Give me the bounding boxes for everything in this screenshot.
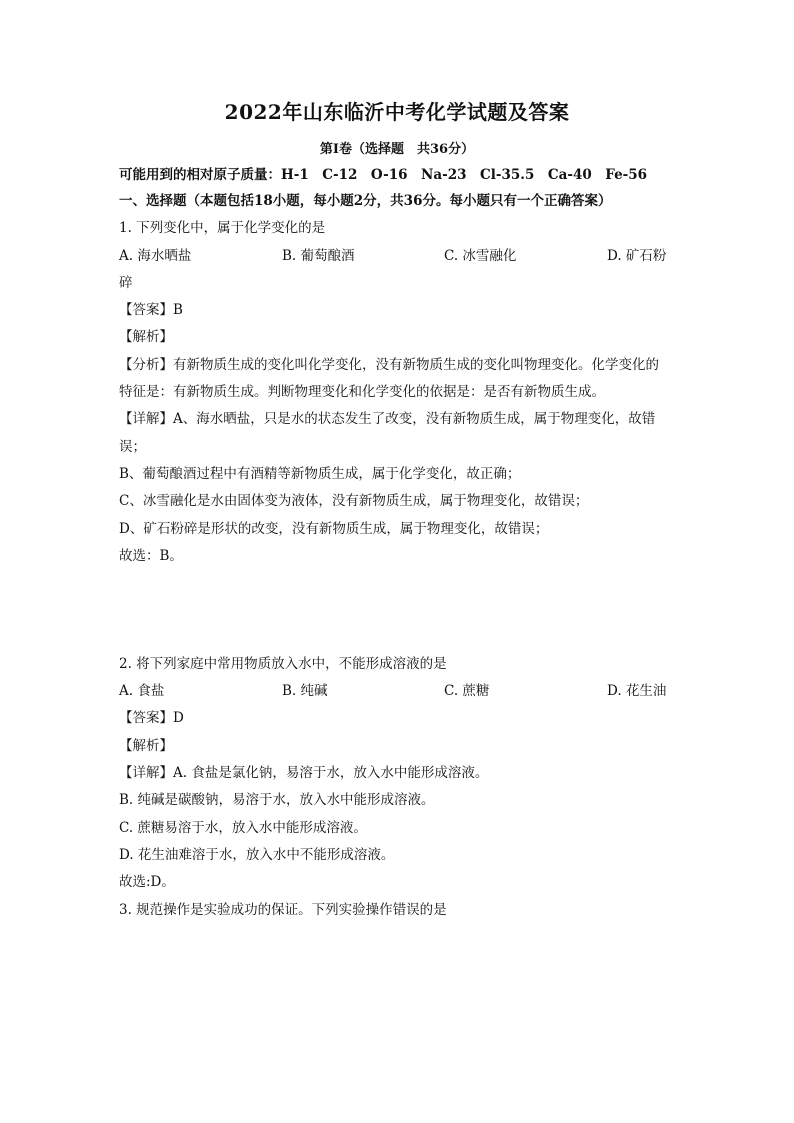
q1-option-d: D. 矿石粉: [607, 248, 667, 264]
section-heading: 第I卷（选择题 共36分）: [319, 142, 475, 157]
q1-detail-line-2: 误；: [119, 439, 146, 455]
q2-detail-line-1: 【详解】A. 食盐是氯化钠，易溶于水，放入水中能形成溶液。: [119, 765, 489, 781]
q1-conclusion: 故选：B。: [119, 548, 183, 564]
q2-detail-line-2: B. 纯碱是碳酸钠，易溶于水，放入水中能形成溶液。: [119, 792, 435, 808]
q1-analysis-label: 【解析】: [119, 329, 173, 345]
q1-detail-line-1: 【详解】A、海水晒盐，只是水的状态发生了改变，没有新物质生成，属于物理变化，故错: [119, 411, 656, 427]
q1-option-b: B. 葡萄酿酒: [282, 248, 355, 264]
q1-analysis-line-1: 【分析】有新物质生成的变化叫化学变化，没有新物质生成的变化叫物理变化。化学变化的: [119, 357, 659, 373]
q1-option-c: C. 冰雪融化: [444, 248, 517, 264]
q2-option-a: A. 食盐: [119, 683, 165, 699]
q1-detail-line-5: D、矿石粉碎是形状的改变，没有新物质生成，属于物理变化，故错误；: [119, 521, 549, 537]
q2-analysis-label: 【解析】: [119, 738, 173, 754]
question-2-text: 2. 将下列家庭中常用物质放入水中，不能形成溶液的是: [119, 656, 447, 672]
q2-option-c: C. 蔗糖: [444, 683, 490, 699]
part-heading: 一、选择题（本题包括18小题，每小题2分，共36分。每小题只有一个正确答案）: [119, 193, 612, 209]
q1-answer: 【答案】B: [119, 302, 183, 318]
q2-detail-line-4: D. 花生油难溶于水，放入水中不能形成溶液。: [119, 847, 395, 863]
q1-analysis-line-2: 特征是：有新物质生成。判断物理变化和化学变化的依据是：是否有新物质生成。: [119, 384, 605, 400]
page-title: 2022年山东临沂中考化学试题及答案: [224, 100, 570, 124]
q2-option-b: B. 纯碱: [282, 683, 328, 699]
q2-option-d: D. 花生油: [607, 683, 667, 699]
q1-option-d-wrap: 碎: [119, 275, 133, 291]
q1-option-a: A. 海水晒盐: [119, 248, 192, 264]
question-3-text: 3. 规范操作是实验成功的保证。下列实验操作错误的是: [119, 902, 447, 918]
q2-detail-line-3: C. 蔗糖易溶于水，放入水中能形成溶液。: [119, 820, 367, 836]
q1-detail-line-4: C、冰雪融化是水由固体变为液体，没有新物质生成，属于物理变化，故错误；: [119, 493, 589, 509]
q2-conclusion: 故选:D。: [119, 874, 175, 890]
q1-detail-line-3: B、葡萄酿酒过程中有酒精等新物质生成，属于化学变化，故正确；: [119, 466, 521, 482]
q2-answer: 【答案】D: [119, 710, 184, 726]
atomic-masses-line: 可能用到的相对原子质量：H-1 C-12 O-16 Na-23 Cl-35.5 Ca-40 Fe-56: [119, 167, 648, 183]
question-1-text: 1. 下列变化中，属于化学变化的是: [119, 220, 326, 236]
